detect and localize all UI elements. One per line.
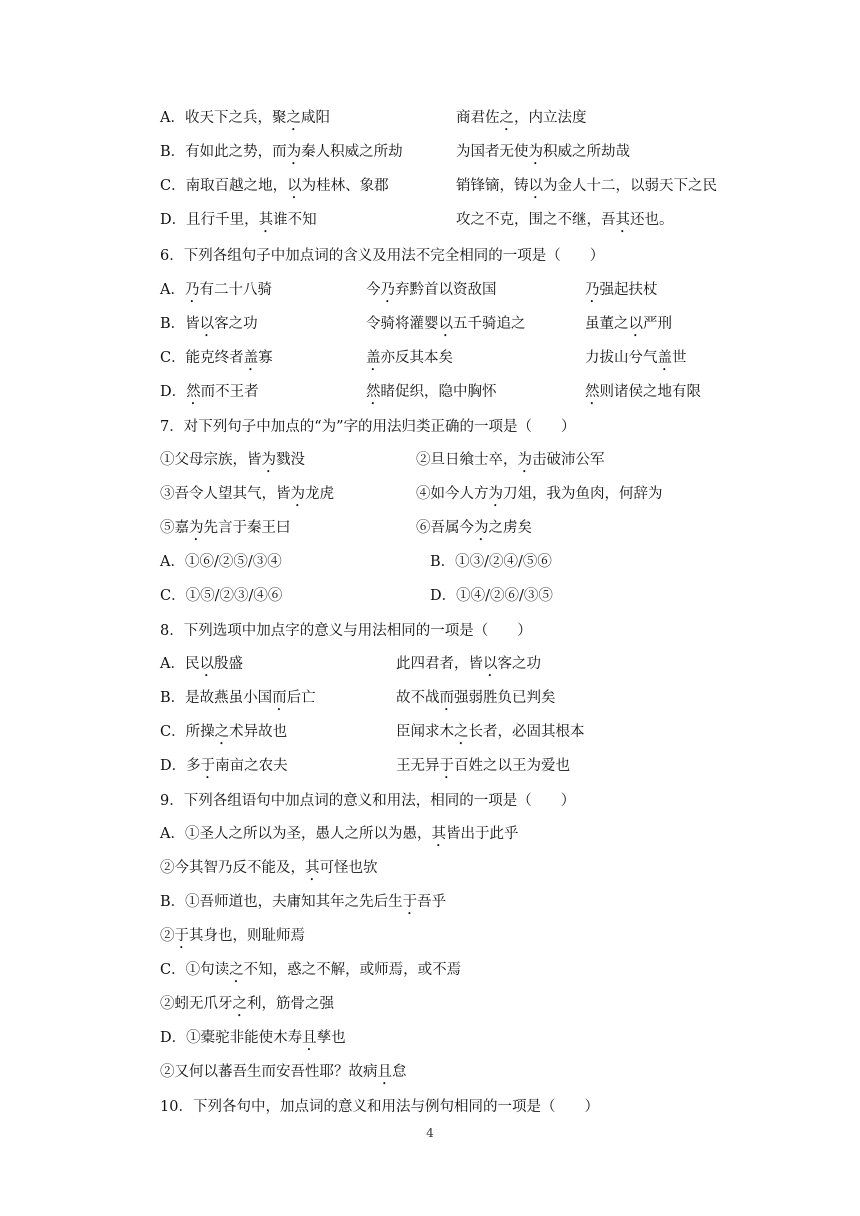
text-cell <box>160 993 334 1020</box>
text-segment: B．①③/②④/⑤⑥ <box>430 554 552 570</box>
text-cell <box>160 449 305 476</box>
emphasized-char: 以 <box>483 656 498 672</box>
text-segment: 此四君者，皆 <box>396 656 483 672</box>
text-cell <box>160 381 259 408</box>
text-cell <box>160 1096 599 1118</box>
text-line <box>0 755 860 777</box>
emphasized-char: 其 <box>615 212 630 228</box>
text-segment: C．所操 <box>160 724 215 740</box>
text-line <box>0 517 860 539</box>
emphasized-char: 于 <box>402 894 418 910</box>
text-segment: ④如今人方 <box>416 486 489 502</box>
text-cell <box>160 755 288 782</box>
text-segment: 为国者无使 <box>456 144 529 160</box>
text-cell <box>416 517 532 544</box>
text-segment: A．收天下之兵，聚 <box>160 110 287 126</box>
emphasized-char: 乃 <box>184 282 200 298</box>
text-segment: 先言于秦王曰 <box>203 520 291 536</box>
text-cell <box>416 449 605 476</box>
text-segment: A．①圣人之所以为圣，愚人之所以为愚， <box>160 826 432 842</box>
emphasized-char: 其 <box>258 212 274 228</box>
text-segment: 8．下列选项中加点字的意义与用法相同的一项是（ ） <box>160 623 532 639</box>
text-segment: C．①⑤/②③/④⑥ <box>160 588 283 604</box>
text-segment: A．①⑥/②⑤/③④ <box>160 554 282 570</box>
text-cell <box>160 1027 346 1054</box>
text-cell <box>456 175 717 202</box>
text-segment: B．是故燕虽小国 <box>160 690 273 706</box>
text-segment: D．①橐驼非能使木寿 <box>160 1030 303 1046</box>
emphasized-char: 为 <box>189 520 204 536</box>
text-cell <box>585 381 701 408</box>
text-cell <box>160 925 305 952</box>
emphasized-char: 而 <box>439 690 454 706</box>
text-segment: 睹促织，隐中胸怀 <box>380 384 497 400</box>
text-segment: 商君佐 <box>456 110 500 126</box>
text-line <box>0 141 860 163</box>
text-segment: 故不战 <box>396 690 440 706</box>
text-cell <box>160 141 403 168</box>
text-segment: 10．下列各句中，加点词的意义和用法与例句相同的一项是（ ） <box>160 1099 599 1115</box>
emphasized-char: 之 <box>229 962 244 978</box>
text-segment: 力拔山兮气 <box>585 350 658 366</box>
text-segment: 击破沛公军 <box>532 452 605 468</box>
text-segment: ⑥吾属今 <box>416 520 474 536</box>
text-segment: 弃黔首以资敌国 <box>395 282 497 298</box>
text-line <box>0 925 860 947</box>
text-cell <box>160 620 532 642</box>
text-line <box>0 1096 860 1118</box>
text-segment: C．能克终者 <box>160 350 244 366</box>
emphasized-char: 之 <box>232 996 247 1012</box>
text-line <box>0 1061 860 1083</box>
text-segment: 龙虎 <box>305 486 334 502</box>
page-number: 4 <box>426 1126 434 1140</box>
text-segment: 戮没 <box>276 452 305 468</box>
text-line <box>0 551 860 573</box>
text-segment: 术异故也 <box>229 724 288 740</box>
emphasized-char: 乃 <box>380 282 395 298</box>
emphasized-char: 且 <box>377 1064 392 1080</box>
text-line <box>0 823 860 845</box>
text-segment: 咸阳 <box>300 110 330 126</box>
text-cell <box>160 1061 407 1088</box>
text-cell <box>456 107 587 134</box>
emphasized-char: 以 <box>438 316 453 332</box>
text-segment: 刀俎，我为鱼肉，何辞为 <box>503 486 663 502</box>
text-segment: 亦反其本矣 <box>380 350 453 366</box>
text-segment: 利，筋骨之强 <box>247 996 334 1012</box>
emphasized-char: 于 <box>174 928 189 944</box>
text-segment: 不知，惑之不解，或师焉，或不焉 <box>243 962 462 978</box>
emphasized-char: 而 <box>272 690 287 706</box>
text-segment: ② <box>160 928 175 944</box>
text-cell <box>160 891 446 918</box>
emphasized-char: 其 <box>305 860 320 876</box>
text-segment: 严刑 <box>643 316 672 332</box>
text-segment: ①父母宗族，皆 <box>160 452 262 468</box>
text-cell <box>366 381 497 408</box>
emphasized-char: 以 <box>199 316 215 332</box>
text-segment: 6．下列各组句子中加点词的含义及用法不完全相同的一项是（ ） <box>160 248 605 264</box>
text-segment: A． <box>160 282 185 298</box>
text-segment: 秦人积威之所劫 <box>301 144 403 160</box>
emphasized-char: 之 <box>454 724 469 740</box>
text-line <box>0 381 860 403</box>
emphasized-char: 盖 <box>366 350 381 366</box>
text-cell <box>160 483 334 510</box>
text-segment: 怠 <box>392 1064 407 1080</box>
text-line <box>0 993 860 1015</box>
text-cell <box>396 687 556 714</box>
text-cell <box>160 245 604 267</box>
emphasized-char: 以 <box>628 316 643 332</box>
text-cell <box>160 585 282 607</box>
emphasized-char: 为 <box>286 144 302 160</box>
text-segment: ③吾令人望其气，皆 <box>160 486 291 502</box>
text-segment: 孳也 <box>316 1030 346 1046</box>
text-cell <box>366 313 526 340</box>
text-segment: 吾乎 <box>417 894 447 910</box>
emphasized-char: 之 <box>499 110 514 126</box>
text-cell <box>585 279 658 306</box>
text-segment: ②蚓无爪牙 <box>160 996 233 1012</box>
emphasized-char: 为 <box>474 520 489 536</box>
text-cell <box>585 313 672 340</box>
text-cell <box>160 653 243 680</box>
text-cell <box>396 653 541 680</box>
text-line <box>0 483 860 505</box>
emphasized-char: 于 <box>439 758 454 774</box>
text-line <box>0 313 860 335</box>
emphasized-char: 为 <box>488 486 503 502</box>
text-cell <box>160 857 378 884</box>
text-segment: 而不王者 <box>200 384 259 400</box>
text-line <box>0 687 860 709</box>
text-segment: B．有如此之势，而 <box>160 144 287 160</box>
text-segment: 7．对下列句子中加点的“为”字的用法归类正确的一项是（ ） <box>160 419 576 435</box>
text-cell <box>160 517 291 544</box>
text-cell <box>366 347 453 374</box>
emphasized-char: 以 <box>528 178 543 194</box>
text-line <box>0 959 860 981</box>
text-segment: 9．下列各组语句中加点词的意义和用法，相同的一项是（ ） <box>160 793 576 809</box>
text-cell <box>366 279 497 306</box>
text-segment: D．①④/②⑥/③⑤ <box>430 588 553 604</box>
text-segment: D．多 <box>160 758 201 774</box>
text-line <box>0 279 860 301</box>
text-cell <box>585 347 687 374</box>
text-segment: 寡 <box>258 350 273 366</box>
text-cell <box>430 585 553 607</box>
text-cell <box>160 551 282 573</box>
text-segment: ②旦日飨士卒， <box>416 452 518 468</box>
text-cell <box>160 721 287 748</box>
text-line <box>0 653 860 675</box>
emphasized-char: 于 <box>200 758 216 774</box>
text-segment: 南亩之农夫 <box>215 758 288 774</box>
text-segment: 之虏矣 <box>488 520 532 536</box>
text-segment: 则诸侯之地有限 <box>599 384 701 400</box>
text-segment: 强弱胜负已判矣 <box>454 690 556 706</box>
emphasized-char: 为 <box>261 452 276 468</box>
text-segment: ②又何以蕃吾生而安吾性耶？故病 <box>160 1064 378 1080</box>
text-line <box>0 585 860 607</box>
text-line <box>0 1027 860 1049</box>
emphasized-char: 然 <box>585 384 600 400</box>
emphasized-char: 盖 <box>243 350 259 366</box>
text-segment: 谁不知 <box>273 212 317 228</box>
text-line <box>0 449 860 471</box>
text-segment: 皆出于此乎 <box>445 826 519 842</box>
text-line <box>0 891 860 913</box>
text-line <box>0 347 860 369</box>
text-segment: B．①吾师道也，夫庸知其年之先后生 <box>160 894 403 910</box>
text-segment: 客之功 <box>497 656 541 672</box>
text-segment: 有二十八骑 <box>199 282 272 298</box>
emphasized-char: 乃 <box>585 282 600 298</box>
text-line <box>0 857 860 879</box>
text-segment: D． <box>160 384 187 400</box>
text-cell <box>160 107 330 134</box>
text-cell <box>430 551 552 573</box>
emphasized-char: 盖 <box>657 350 672 366</box>
text-line <box>0 416 860 438</box>
emphasized-char: 以 <box>287 178 302 194</box>
text-cell <box>160 823 518 850</box>
text-cell <box>160 416 576 438</box>
text-segment: 臣闻求木 <box>396 724 454 740</box>
text-cell <box>160 313 258 340</box>
text-cell <box>456 209 674 236</box>
text-line <box>0 107 860 129</box>
text-cell <box>160 209 317 236</box>
emphasized-char: 为 <box>517 452 532 468</box>
text-segment: 后亡 <box>286 690 316 706</box>
emphasized-char: 之 <box>214 724 230 740</box>
text-cell <box>160 175 389 202</box>
text-segment: ②今其智乃反不能及， <box>160 860 305 876</box>
text-cell <box>396 755 570 782</box>
text-segment: 长者，必固其根本 <box>468 724 585 740</box>
text-line <box>0 209 860 231</box>
text-line <box>0 175 860 197</box>
emphasized-char: 然 <box>366 384 381 400</box>
text-segment: 为桂林、象郡 <box>301 178 389 194</box>
text-segment: C．南取百越之地， <box>160 178 288 194</box>
text-segment: 其身也，则耻师焉 <box>189 928 305 944</box>
emphasized-char: 且 <box>302 1030 317 1046</box>
emphasized-char: 以 <box>199 656 214 672</box>
text-cell <box>396 721 585 748</box>
text-segment: 攻之不克，围之不继，吾 <box>456 212 616 228</box>
text-segment: 百姓之以王为爱也 <box>454 758 570 774</box>
text-segment: 殷盛 <box>213 656 243 672</box>
text-cell <box>160 790 575 812</box>
text-segment: 为金人十二，以弱天下之民 <box>543 178 717 194</box>
emphasized-char: 为 <box>528 144 543 160</box>
emphasized-char: 为 <box>290 486 305 502</box>
text-segment: 销锋镝，铸 <box>456 178 529 194</box>
text-line <box>0 790 860 812</box>
text-segment: 还也。 <box>630 212 674 228</box>
text-segment: ⑤嘉 <box>160 520 189 536</box>
text-cell <box>160 959 461 986</box>
text-segment: 五千骑追之 <box>453 316 526 332</box>
emphasized-char: 然 <box>186 384 201 400</box>
emphasized-char: 其 <box>431 826 446 842</box>
text-segment: 今 <box>366 282 381 298</box>
text-line <box>0 245 860 267</box>
text-cell <box>160 279 272 306</box>
text-segment: ，内立法度 <box>514 110 587 126</box>
text-cell <box>456 141 630 168</box>
text-line <box>0 620 860 642</box>
text-cell <box>160 347 273 374</box>
text-segment: 王无异 <box>396 758 440 774</box>
text-cell <box>416 483 663 510</box>
text-segment: 强起扶杖 <box>599 282 658 298</box>
text-segment: D．且行千里， <box>160 212 259 228</box>
text-line <box>0 721 860 743</box>
emphasized-char: 之 <box>286 110 301 126</box>
text-segment: C．①句读 <box>160 962 230 978</box>
text-segment: 世 <box>672 350 687 366</box>
text-segment: 客之功 <box>214 316 258 332</box>
text-segment: 可怪也欤 <box>319 860 378 876</box>
text-segment: A．民 <box>160 656 200 672</box>
text-segment: 积威之所劫哉 <box>543 144 630 160</box>
text-segment: 令骑将灌婴 <box>366 316 439 332</box>
text-segment: 虽董之 <box>585 316 629 332</box>
text-segment: B．皆 <box>160 316 200 332</box>
text-cell <box>160 687 316 714</box>
